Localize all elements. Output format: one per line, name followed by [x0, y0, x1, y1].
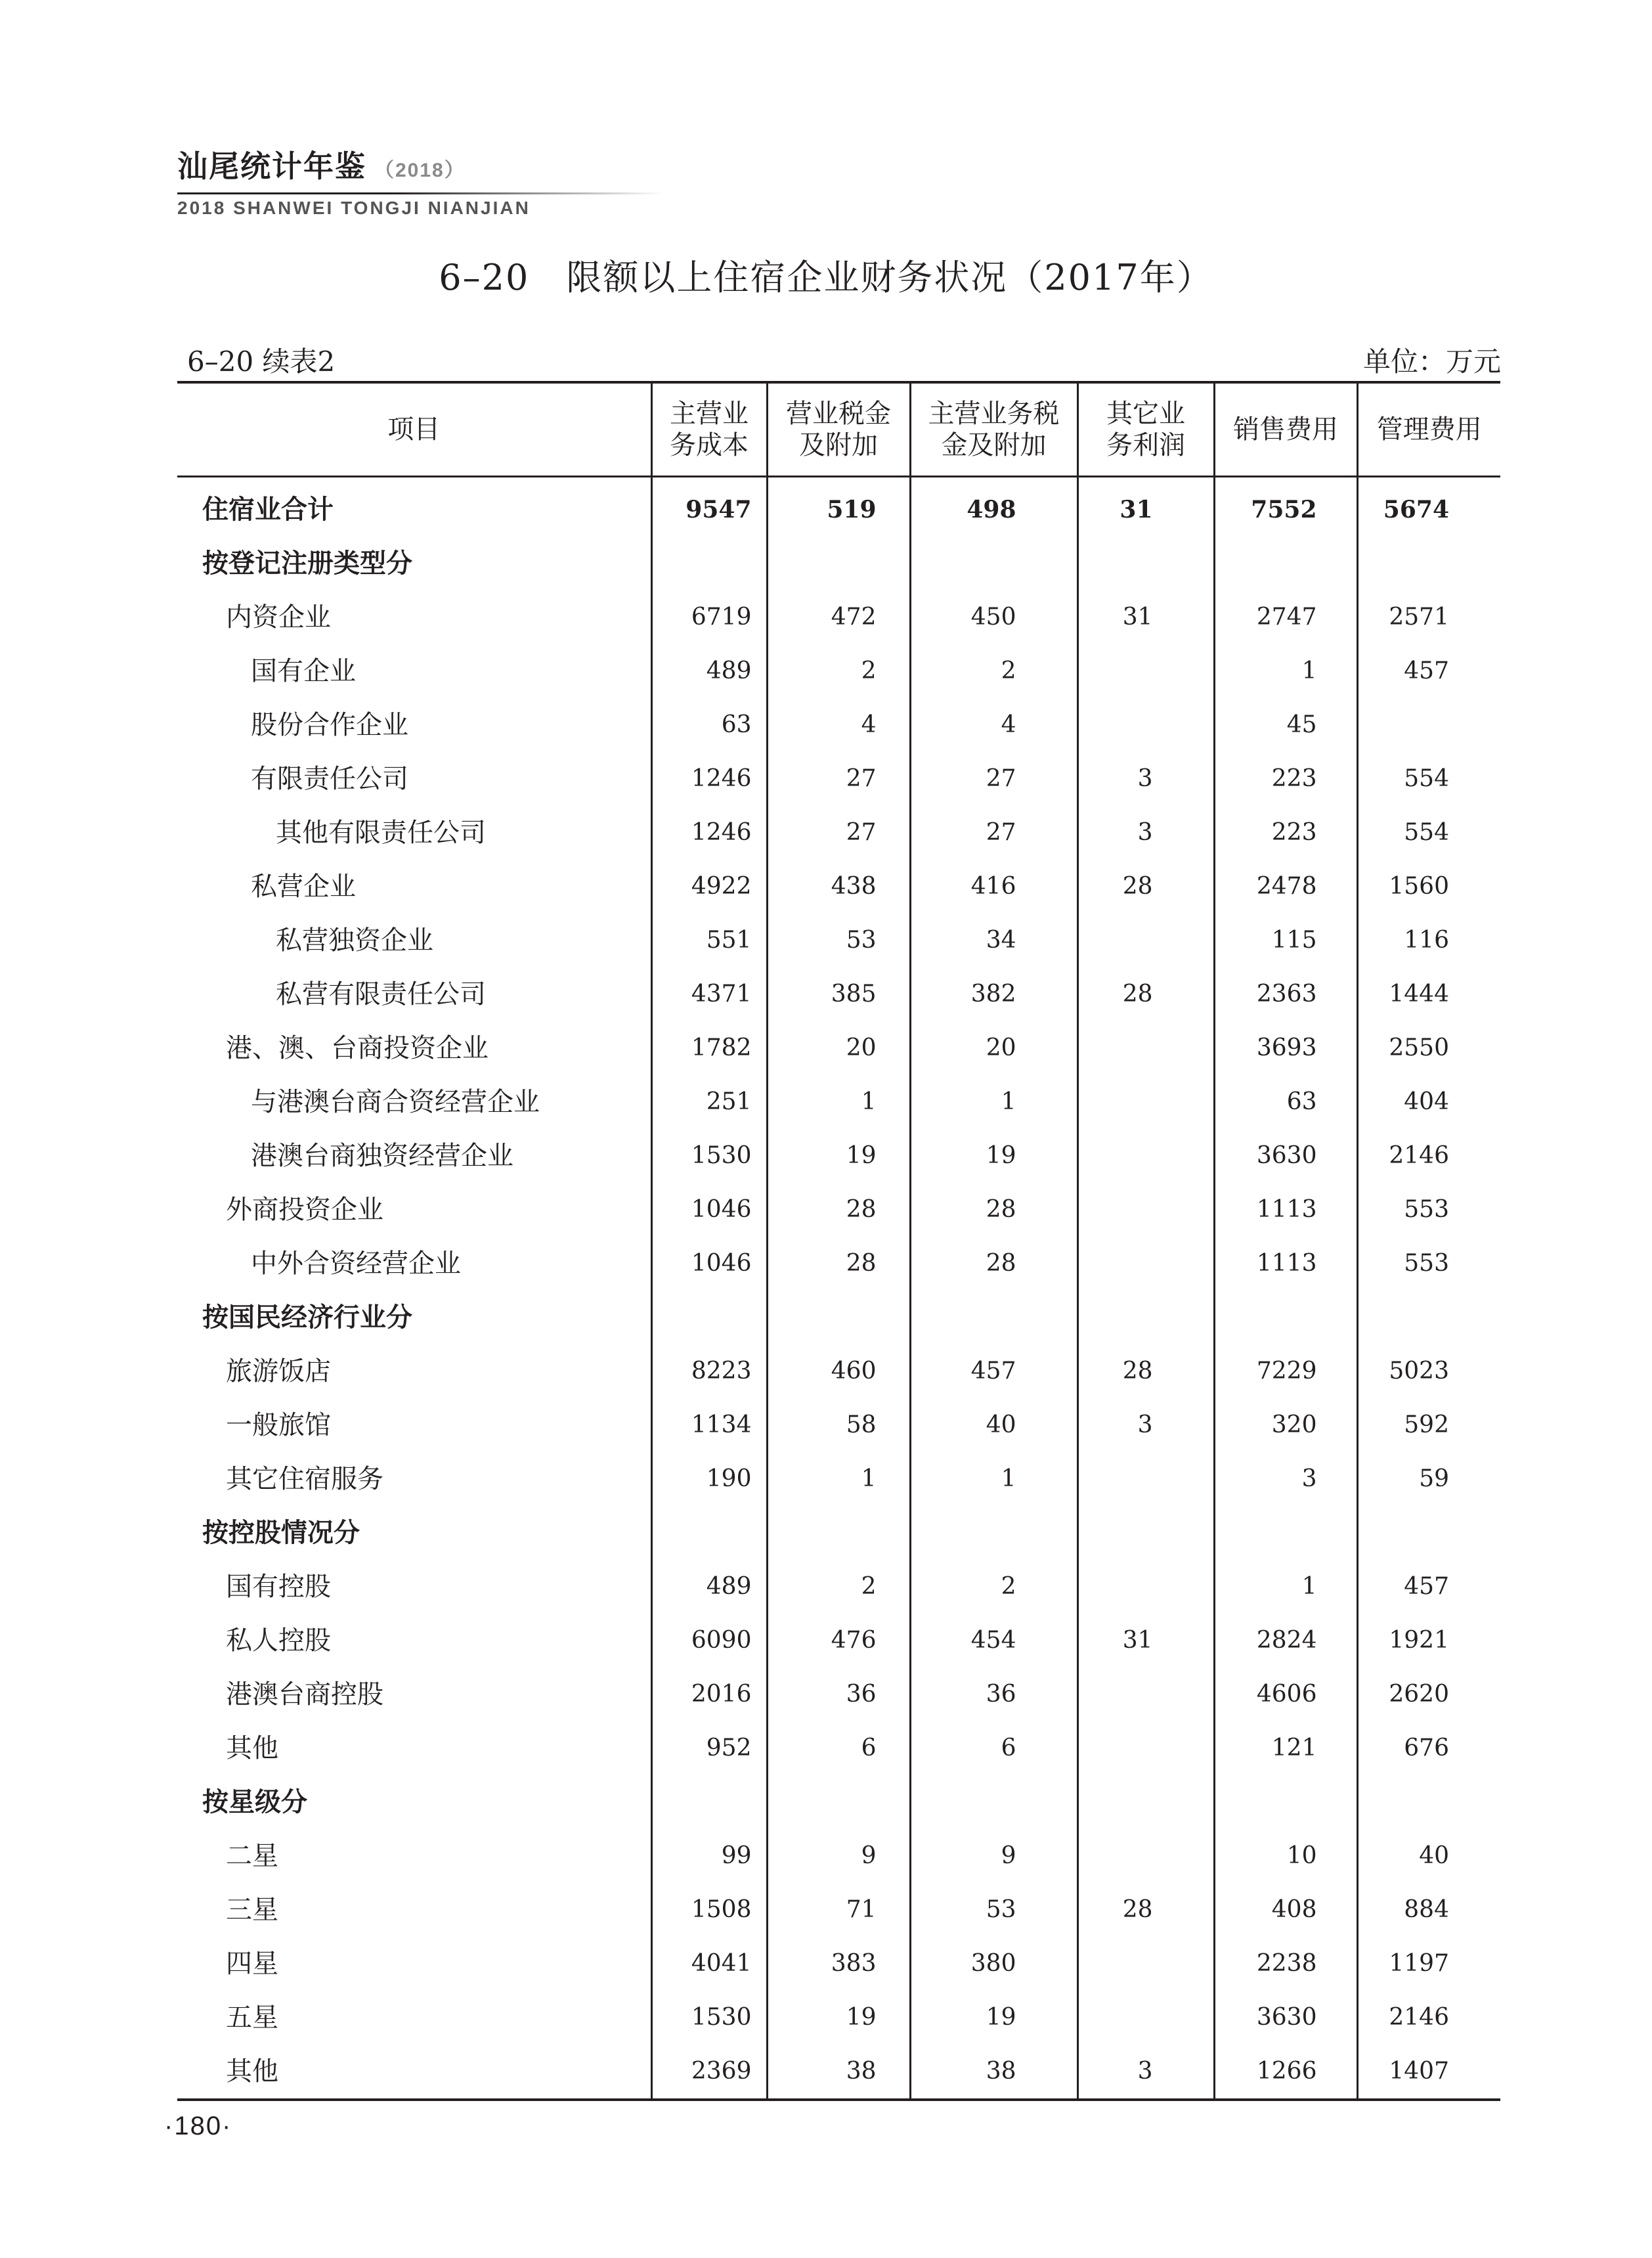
table-cell: 2016: [651, 1668, 767, 1721]
table-row: [177, 914, 1500, 967]
table-cell: [1077, 1075, 1214, 1129]
column-header-text: 其它业: [1106, 399, 1185, 429]
table-cell: 7229: [1214, 1344, 1357, 1398]
book-year: （2018）: [374, 160, 466, 181]
table-header-row: [177, 382, 1500, 477]
row-label: 国有控股: [226, 1572, 331, 1602]
table-cell: 1560: [1357, 860, 1500, 914]
table-cell: 7552: [1214, 477, 1357, 537]
table-cell: [1077, 1183, 1214, 1237]
table-cell: 1197: [1357, 1937, 1500, 1991]
table-cell: 28: [910, 1237, 1077, 1291]
table-cell: 1: [1214, 644, 1357, 698]
table-cell: 454: [910, 1614, 1077, 1668]
table-cell: 380: [910, 1937, 1077, 1991]
table-cell: 592: [1357, 1398, 1500, 1452]
table-cell: 4922: [651, 860, 767, 914]
table-cell: 6: [910, 1721, 1077, 1775]
table-cell: 10: [1214, 1829, 1357, 1883]
table-row: [177, 1829, 1500, 1883]
table-cell: 1530: [651, 1129, 767, 1183]
table-cell: [1077, 1829, 1214, 1883]
table-cell: 1113: [1214, 1183, 1357, 1237]
table-row: [177, 1183, 1500, 1237]
column-header-text: 金及附加: [941, 430, 1047, 460]
table-row: [177, 1344, 1500, 1398]
table-cell: 1: [767, 1452, 910, 1506]
row-label: 其他: [226, 1733, 278, 1763]
table-cell: [1077, 537, 1214, 590]
table-cell: 28: [910, 1183, 1077, 1237]
table-cell: 519: [767, 477, 910, 537]
table-cell: 1: [767, 1075, 910, 1129]
table-cell: 2571: [1357, 590, 1500, 644]
table-cell: [1077, 1129, 1214, 1183]
table-cell: [1357, 1775, 1500, 1829]
table-cell: [1077, 1668, 1214, 1721]
table-cell: 19: [910, 1991, 1077, 2045]
table-cell: [910, 1506, 1077, 1560]
table-row: [177, 1721, 1500, 1775]
table-cell: 1921: [1357, 1614, 1500, 1668]
running-header: [177, 148, 676, 218]
table-cell: 3: [1214, 1452, 1357, 1506]
table-cell: 9: [767, 1829, 910, 1883]
table-cell: 223: [1214, 806, 1357, 860]
column-header: [651, 382, 767, 477]
table-cell: [1357, 698, 1500, 752]
table-cell: 99: [651, 1829, 767, 1883]
table-cell: 1266: [1214, 2045, 1357, 2100]
table-row: [177, 1991, 1500, 2045]
table-cell: 2: [767, 1560, 910, 1614]
table-cell: 457: [910, 1344, 1077, 1398]
page-number: ·180·: [164, 2112, 232, 2140]
row-label: 内资企业: [226, 602, 331, 632]
table-cell: 1508: [651, 1883, 767, 1937]
table-cell: 251: [651, 1075, 767, 1129]
table-cell: 19: [767, 1129, 910, 1183]
table-cell: 2: [910, 644, 1077, 698]
row-label: 私营企业: [251, 872, 356, 902]
table-cell: 2: [767, 644, 910, 698]
column-header-text: 销售费用: [1233, 414, 1338, 445]
table-cell: 116: [1357, 914, 1500, 967]
table-row: [177, 590, 1500, 644]
table-cell: 31: [1077, 1614, 1214, 1668]
table-cell: [1077, 1291, 1214, 1344]
row-label: 有限责任公司: [251, 764, 408, 794]
table-cell: [1357, 537, 1500, 590]
table-cell: 53: [910, 1883, 1077, 1937]
table-cell: 1046: [651, 1237, 767, 1291]
table-cell: 20: [910, 1021, 1077, 1075]
column-header-text: 主营业: [670, 399, 749, 429]
table-cell: [767, 1291, 910, 1344]
row-label: 私人控股: [226, 1626, 331, 1656]
table-cell: 121: [1214, 1721, 1357, 1775]
table-cell: 1113: [1214, 1237, 1357, 1291]
table-cell: 2478: [1214, 860, 1357, 914]
table-cell: [1357, 1506, 1500, 1560]
table-cell: 457: [1357, 644, 1500, 698]
table-cell: 952: [651, 1721, 767, 1775]
table-title: 6–20 限额以上住宿企业财务状况（2017年）: [439, 257, 1213, 298]
column-header: [1214, 382, 1357, 477]
table-cell: 383: [767, 1937, 910, 1991]
column-header-text: 营业税金: [786, 399, 891, 429]
row-label: 国有企业: [251, 656, 356, 686]
table-cell: [1077, 698, 1214, 752]
table-cell: 489: [651, 644, 767, 698]
column-header: [177, 382, 651, 477]
table-cell: 2146: [1357, 1991, 1500, 2045]
table-section-row: [177, 1291, 1500, 1344]
table-cell: 40: [910, 1398, 1077, 1452]
table-cell: [1214, 1506, 1357, 1560]
table-cell: [1077, 1937, 1214, 1991]
table-cell: 4: [910, 698, 1077, 752]
table-row: [177, 1937, 1500, 1991]
table-row: [177, 1398, 1500, 1452]
table-cell: [651, 1506, 767, 1560]
table-cell: 1134: [651, 1398, 767, 1452]
row-label: 股份合作企业: [251, 710, 408, 740]
table-cell: 3: [1077, 806, 1214, 860]
table-section-row: [177, 537, 1500, 590]
table-cell: 31: [1077, 477, 1214, 537]
column-header-text: 及附加: [799, 430, 878, 460]
table-cell: 34: [910, 914, 1077, 967]
table-cell: 4371: [651, 967, 767, 1021]
table-cell: 2238: [1214, 1937, 1357, 1991]
table-cell: 5674: [1357, 477, 1500, 537]
header-rule: [177, 192, 663, 194]
table-cell: 3693: [1214, 1021, 1357, 1075]
table-cell: 4606: [1214, 1668, 1357, 1721]
table-row: [177, 1883, 1500, 1937]
table-row: [177, 967, 1500, 1021]
table-cell: 2369: [651, 2045, 767, 2100]
row-label: 港澳台商独资经营企业: [251, 1141, 513, 1171]
table-cell: 28: [1077, 1883, 1214, 1937]
table-section-row: [177, 1775, 1500, 1829]
table-cell: 2747: [1214, 590, 1357, 644]
table-cell: 1: [910, 1452, 1077, 1506]
table-row: [177, 1129, 1500, 1183]
table-cell: [910, 1291, 1077, 1344]
table-cell: [767, 537, 910, 590]
table-cell: 3630: [1214, 1991, 1357, 2045]
book-pinyin: 2018 SHANWEI TONGJI NIANJIAN: [177, 198, 531, 218]
unit-label: 单位：万元: [1362, 345, 1501, 378]
column-header-text: 务成本: [670, 430, 749, 460]
column-header: [910, 382, 1077, 477]
table-cell: 884: [1357, 1883, 1500, 1937]
table-cell: 553: [1357, 1183, 1500, 1237]
table-cell: [1214, 1775, 1357, 1829]
table-cell: 28: [1077, 967, 1214, 1021]
table-cell: 472: [767, 590, 910, 644]
table-cell: 6: [767, 1721, 910, 1775]
financial-table: [177, 381, 1500, 2101]
row-label: 三星: [226, 1895, 278, 1925]
table-cell: 382: [910, 967, 1077, 1021]
table-cell: 9547: [651, 477, 767, 537]
table-cell: [1077, 1452, 1214, 1506]
table-cell: 28: [767, 1183, 910, 1237]
table-cell: 9: [910, 1829, 1077, 1883]
table-cell: 450: [910, 590, 1077, 644]
table-row: [177, 752, 1500, 806]
table-cell: 20: [767, 1021, 910, 1075]
table-cell: [1077, 914, 1214, 967]
table-cell: 2620: [1357, 1668, 1500, 1721]
table-cell: 4041: [651, 1937, 767, 1991]
row-label: 与港澳台商合资经营企业: [251, 1087, 540, 1117]
table-cell: [651, 537, 767, 590]
table-cell: 2550: [1357, 1021, 1500, 1075]
column-header-text: 主营业务税: [928, 399, 1060, 429]
table-total-row: [177, 477, 1500, 537]
table-cell: [1357, 1291, 1500, 1344]
column-header-text: 管理费用: [1376, 414, 1482, 445]
table-cell: [1077, 1721, 1214, 1775]
table-cell: 3630: [1214, 1129, 1357, 1183]
table-cell: 489: [651, 1560, 767, 1614]
column-header: [1357, 382, 1500, 477]
table-row: [177, 1614, 1500, 1668]
row-label: 其他: [177, 2045, 651, 2100]
table-cell: 385: [767, 967, 910, 1021]
row-label: 按星级分: [202, 1787, 307, 1817]
table-cell: 19: [910, 1129, 1077, 1183]
table-cell: 1782: [651, 1021, 767, 1075]
table-row: [177, 698, 1500, 752]
table-cell: 5023: [1357, 1344, 1500, 1398]
table-cell: 1530: [651, 1991, 767, 2045]
table-cell: [1214, 1291, 1357, 1344]
row-label: 五星: [226, 2003, 278, 2033]
table-row: [177, 1075, 1500, 1129]
table-cell: 553: [1357, 1237, 1500, 1291]
row-label: 二星: [226, 1841, 278, 1871]
row-label: 按国民经济行业分: [202, 1302, 412, 1333]
table-row: [177, 806, 1500, 860]
table-cell: [767, 1506, 910, 1560]
table-row: [177, 860, 1500, 914]
table-cell: 27: [767, 806, 910, 860]
table-cell: 2824: [1214, 1614, 1357, 1668]
table-cell: 27: [910, 752, 1077, 806]
table-cell: 3: [1077, 752, 1214, 806]
table-cell: 71: [767, 1883, 910, 1937]
row-label: 按控股情况分: [202, 1518, 360, 1548]
table-cell: 59: [1357, 1452, 1500, 1506]
column-header-text: 项目: [387, 414, 441, 445]
table-cell: [1077, 1560, 1214, 1614]
table-cell: 1246: [651, 752, 767, 806]
table-cell: 8223: [651, 1344, 767, 1398]
row-label: 外商投资企业: [226, 1195, 383, 1225]
table-cell: 476: [767, 1614, 910, 1668]
table-cell: 28: [1077, 1344, 1214, 1398]
table-cell: [1077, 644, 1214, 698]
table-cell: 460: [767, 1344, 910, 1398]
book-title: 汕尾统计年鉴: [177, 148, 366, 184]
table-cell: [651, 1291, 767, 1344]
row-label: 私营有限责任公司: [276, 979, 486, 1009]
table-cell: 438: [767, 860, 910, 914]
table-continuation-label: 6–20 续表2: [187, 345, 336, 378]
row-label: 按登记注册类型分: [202, 548, 412, 579]
table-cell: [651, 1775, 767, 1829]
row-label: 私营独资企业: [276, 925, 433, 956]
table-cell: 36: [910, 1668, 1077, 1721]
table-cell: 53: [767, 914, 910, 967]
table-cell: 408: [1214, 1883, 1357, 1937]
table-cell: 3: [1077, 1398, 1214, 1452]
table-row: [177, 644, 1500, 698]
table-cell: 2146: [1357, 1129, 1500, 1183]
table-cell: [1214, 537, 1357, 590]
table-cell: 190: [651, 1452, 767, 1506]
table-row: [177, 1021, 1500, 1075]
table-row: [177, 1452, 1500, 1506]
table-cell: 38: [910, 2045, 1077, 2100]
table-cell: 27: [910, 806, 1077, 860]
column-header-text: 务利润: [1106, 430, 1185, 460]
table-body: [177, 477, 1500, 2100]
table-row: [177, 2045, 1500, 2100]
table-section-row: [177, 1506, 1500, 1560]
table-row: [177, 1237, 1500, 1291]
row-label: 港、澳、台商投资企业: [226, 1033, 489, 1063]
table-cell: 40: [1357, 1829, 1500, 1883]
table-row: [177, 1668, 1500, 1721]
table-cell: 27: [767, 752, 910, 806]
table-cell: 3: [1077, 2045, 1214, 2100]
table-cell: 554: [1357, 752, 1500, 806]
row-label: 中外合资经营企业: [251, 1249, 461, 1279]
table-cell: 2363: [1214, 967, 1357, 1021]
table-cell: [1077, 1237, 1214, 1291]
table-cell: 551: [651, 914, 767, 967]
book-title-line: [177, 148, 676, 185]
table-cell: [1077, 1021, 1214, 1075]
table-cell: 1246: [651, 806, 767, 860]
table-cell: [910, 537, 1077, 590]
table-cell: 28: [767, 1237, 910, 1291]
table-cell: 63: [1214, 1075, 1357, 1129]
table-cell: 1: [1214, 1560, 1357, 1614]
row-label: 港澳台商控股: [226, 1679, 383, 1710]
row-label: 一般旅馆: [226, 1410, 331, 1440]
table-cell: [910, 1775, 1077, 1829]
table-cell: [1077, 1775, 1214, 1829]
row-label: 其它住宿服务: [226, 1464, 383, 1494]
table-cell: 4: [767, 698, 910, 752]
table-cell: 1046: [651, 1183, 767, 1237]
table-cell: 1407: [1357, 2045, 1500, 2100]
table-cell: 404: [1357, 1075, 1500, 1129]
table-cell: [767, 1775, 910, 1829]
table-cell: 58: [767, 1398, 910, 1452]
column-header: [767, 382, 910, 477]
row-label: 住宿业合计: [202, 495, 334, 525]
table-cell: 45: [1214, 698, 1357, 752]
table-cell: 38: [767, 2045, 910, 2100]
table-cell: 28: [1077, 860, 1214, 914]
table-row: [177, 1560, 1500, 1614]
table-cell: 320: [1214, 1398, 1357, 1452]
table-cell: 457: [1357, 1560, 1500, 1614]
column-header: [1077, 382, 1214, 477]
table-cell: 676: [1357, 1721, 1500, 1775]
row-label: 旅游饭店: [226, 1356, 331, 1386]
table-cell: 115: [1214, 914, 1357, 967]
table-cell: 31: [1077, 590, 1214, 644]
row-label: 四星: [226, 1949, 278, 1979]
table-cell: 36: [767, 1668, 910, 1721]
table-cell: 6719: [651, 590, 767, 644]
table-cell: [1077, 1991, 1214, 2045]
row-label: 其他有限责任公司: [276, 818, 486, 848]
table-cell: 6090: [651, 1614, 767, 1668]
table-cell: 1: [910, 1075, 1077, 1129]
table-cell: 19: [767, 1991, 910, 2045]
table-cell: 223: [1214, 752, 1357, 806]
table-cell: 554: [1357, 806, 1500, 860]
table-cell: 416: [910, 860, 1077, 914]
table-cell: 2: [910, 1560, 1077, 1614]
table-cell: 498: [910, 477, 1077, 537]
table-cell: 63: [651, 698, 767, 752]
table-cell: 1444: [1357, 967, 1500, 1021]
table-cell: [1077, 1506, 1214, 1560]
